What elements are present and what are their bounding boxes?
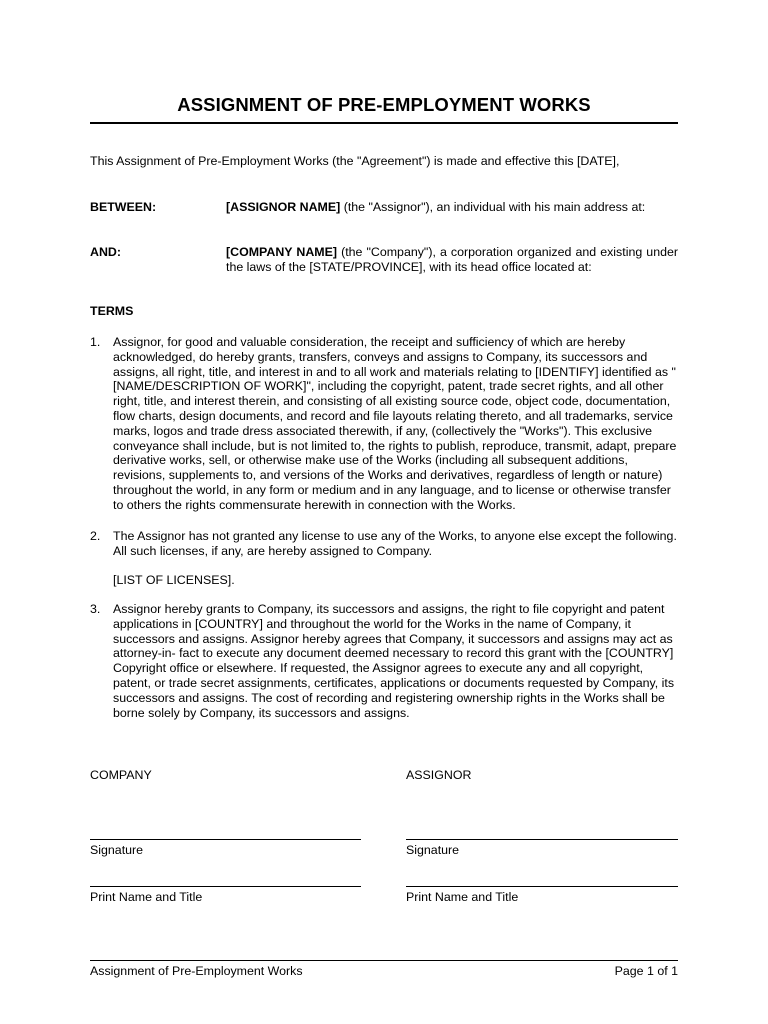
company-signature-label: COMPANY <box>90 768 152 782</box>
between-label: BETWEEN: <box>90 200 157 214</box>
company-name: [COMPANY NAME] <box>226 245 337 259</box>
title-underline <box>90 122 678 124</box>
assignor-signature-line[interactable] <box>406 839 678 840</box>
document-page <box>90 0 678 1024</box>
intro-paragraph: This Assignment of Pre-Employment Works (the "Agreement") is made and effective this [DATE], <box>90 154 620 168</box>
company-print-name-caption: Print Name and Title <box>90 890 203 904</box>
footer-page-number: Page 1 of 1 <box>614 964 678 978</box>
footer-divider <box>90 960 678 961</box>
and-text <box>226 245 678 275</box>
terms-heading: TERMS <box>90 304 134 318</box>
assignor-print-name-caption: Print Name and Title <box>406 890 519 904</box>
assignor-signature-label: ASSIGNOR <box>406 768 472 782</box>
licenses-list: [LIST OF LICENSES]. <box>113 573 235 587</box>
footer-document-name: Assignment of Pre-Employment Works <box>90 964 303 978</box>
term-text: Assignor, for good and valuable consideration, the receipt and sufficiency of which are hereby acknowledged, do hereby grants, transfers, conveys and assigns to Company, its successors and assigns, all right, title, and interest in and to all work and materials relating to [IDENTIFY] identified as "[NAME/DESCRIPTION OF WORK]", including the copyright, patent, trade secret rights, and all other right, title, and interest therein, and consisting of all existing source code, object code, documentation, flow charts, design documents, and record and file layouts relating thereto, and all trademarks, service marks, logos and trade dress associated therewith, if any, (collectively the "Works"). This exclusive conveyance shall include, but is not limited to, the rights to publish, reproduce, transmit, adapt, prepare derivative works, sell, or otherwise make use of the Works (including all subsequent additions, revisions, supplements to, and versions of the Works and derivatives, regardless of length or nature) throughout the world, in any form or medium and in any language, and to license or otherwise transfer to others the rights commensurate herewith in connection with the Works. <box>113 335 677 512</box>
term-text: The Assignor has not granted any license to use any of the Works, to anyone else except the following. All such licenses, if any, are hereby assigned to Company. <box>113 529 677 558</box>
between-text <box>226 200 678 215</box>
assignor-print-name-line[interactable] <box>406 886 678 887</box>
company-signature-caption: Signature <box>90 843 144 857</box>
term-number: 1. <box>90 335 101 349</box>
company-signature-line[interactable] <box>90 839 361 840</box>
term-number: 2. <box>90 529 101 543</box>
term-number: 3. <box>90 602 101 616</box>
assignor-signature-caption: Signature <box>406 843 460 857</box>
document-title: ASSIGNMENT OF PRE-EMPLOYMENT WORKS <box>177 94 591 115</box>
assignor-name: [ASSIGNOR NAME] <box>226 200 341 214</box>
company-print-name-line[interactable] <box>90 886 361 887</box>
company-description: (the "Company"), a corporation organized and existing under the laws of the [STATE/PROVINCE], with its head office located at: <box>226 245 678 274</box>
and-label: AND: <box>90 245 121 259</box>
assignor-description: (the "Assignor"), an individual with his main address at: <box>340 200 646 214</box>
term-text: Assignor hereby grants to Company, its successors and assigns, the right to file copyright and patent applications in [COUNTRY] and throughout the world for the Works in the name of Company, it successors and assigns. Assignor hereby agrees that Company, it successors and assigns may act as attorney-in- fact to execute any document deemed necessary to record this grant with the [COUNTRY] Copyright office or elsewhere. If requested, the Assignor agrees to execute any and all copyright, patent, or trade secret assignments, certificates, applications or documents requested by Company, its successors and assigns. The cost of recording and registering ownership rights in the Works shall be borne solely by Company, its successors and assigns. <box>113 602 675 720</box>
